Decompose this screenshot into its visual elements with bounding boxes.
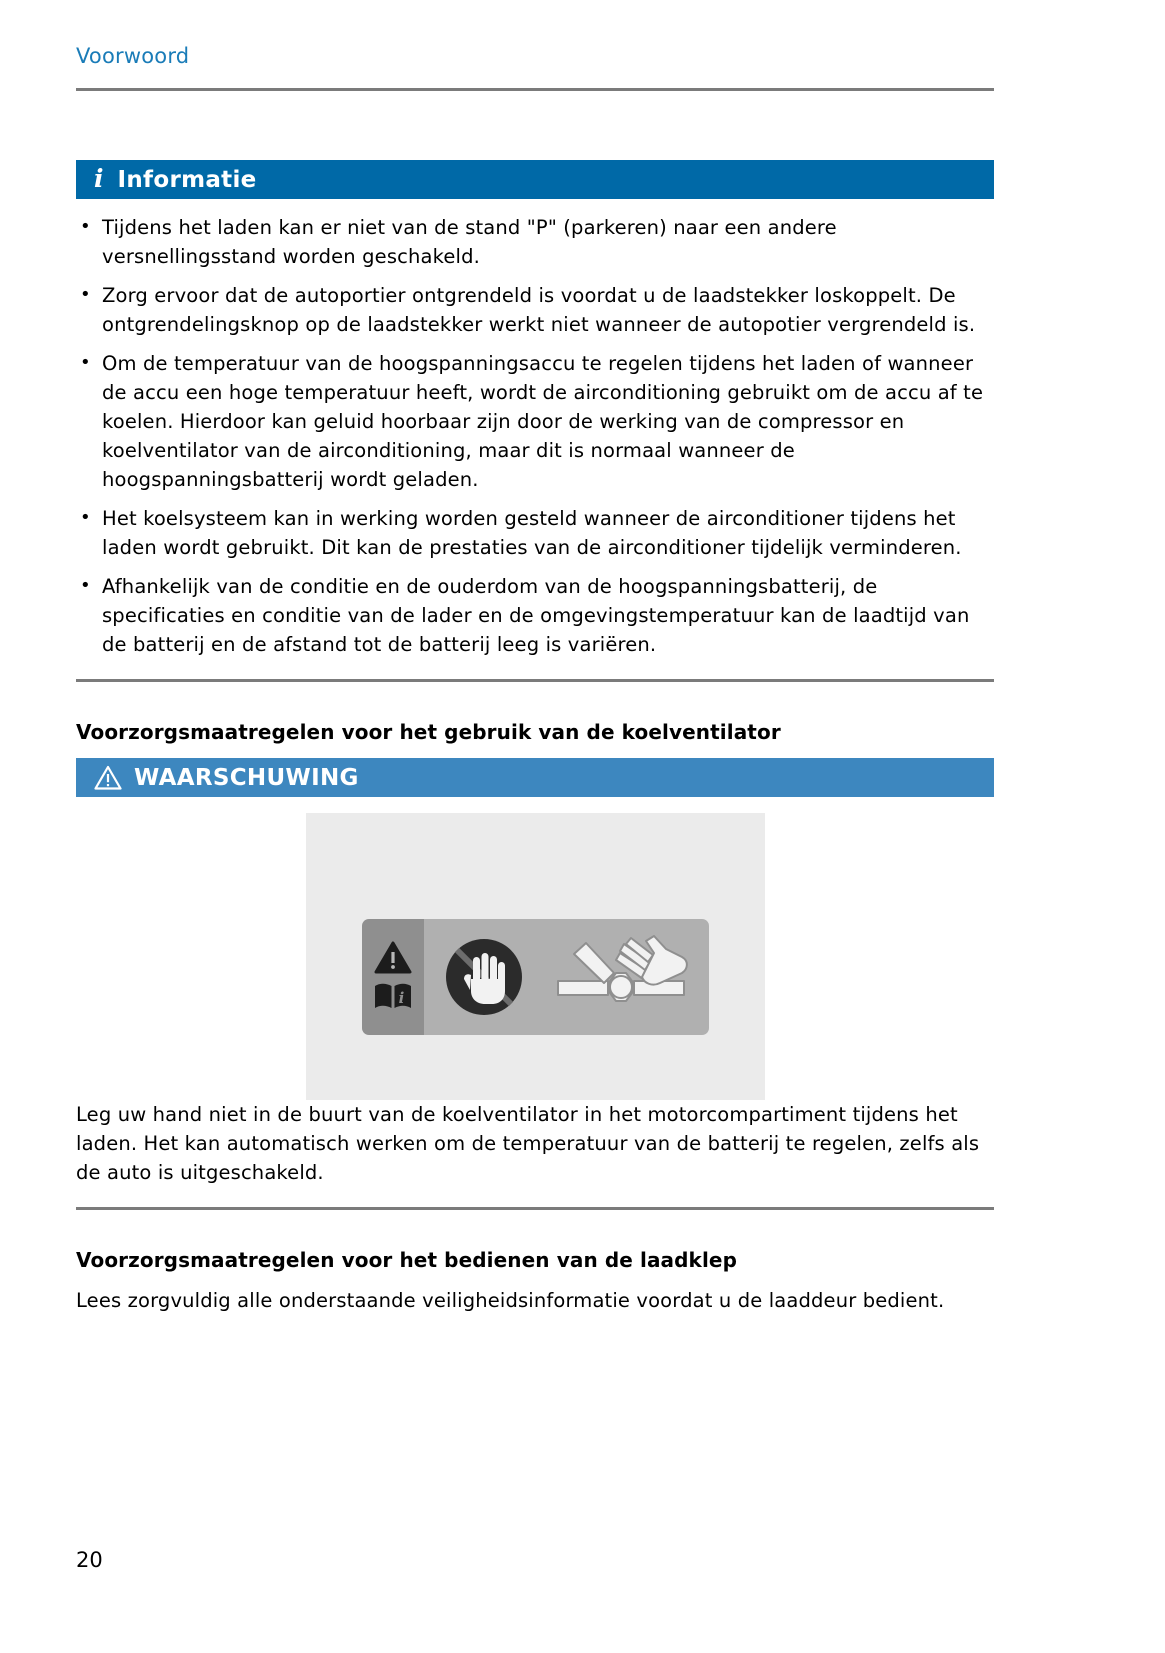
section-heading-fan: Voorzorgsmaatregelen voor het gebruik van de koelventilator xyxy=(76,720,781,744)
warning-figure xyxy=(76,813,994,1100)
figure-frame xyxy=(306,813,765,1100)
no-hand-prohibition-icon xyxy=(440,933,528,1021)
info-box-bottom-rule xyxy=(76,679,994,682)
list-item: • Zorg ervoor dat de autoportier ontgrendeld is voordat u de laadstekker loskoppelt. De ontgrendelingsknop op de laadstekker werkt niet wanneer de autopotier vergrendeld is. xyxy=(76,281,994,339)
list-item: • Tijdens het laden kan er niet van de stand "P" (parkeren) naar een andere versnellingsstand worden geschakeld. xyxy=(76,213,994,271)
page-number: 20 xyxy=(76,1548,103,1572)
warning-triangle-icon xyxy=(373,941,413,975)
list-item: • Afhankelijk van de conditie en de ouderdom van de hoogspanningsbatterij, de specificaties en conditie van de lader en de omgevingstemperatuur kan de laadtijd van de batterij en de afstand tot de batterij leeg is variëren. xyxy=(76,572,994,659)
info-banner-title: Informatie xyxy=(117,166,257,193)
warning-text: Leg uw hand niet in de buurt van de koelventilator in het motorcompartiment tijdens het laden. Het kan automatisch werken om de temperatuur van de batterij te regelen, zelfs als de auto is uitgeschakeld. xyxy=(76,1103,980,1184)
page-content xyxy=(76,160,994,1315)
warning-banner xyxy=(76,758,994,797)
info-bullet-list xyxy=(76,213,994,659)
open-book-manual-icon xyxy=(372,980,414,1012)
running-head: Voorwoord xyxy=(76,44,190,68)
info-banner xyxy=(76,160,994,199)
fan-hand-pinch-hazard-icon xyxy=(542,933,692,1021)
warning-box-bottom-rule xyxy=(76,1207,994,1210)
plate-right-panel xyxy=(424,919,709,1035)
warning-banner-title: WAARSCHUWING xyxy=(134,764,359,791)
list-item: • Om de temperatuur van de hoogspanningsaccu te regelen tijdens het laden of wanneer de accu een hoge temperatuur heeft, wordt de airconditioning gebruikt om de accu af te koelen. Hierdoor kan geluid hoorbaar zijn door de werking van de compressor en koelventilator van de airconditioning, maar dit is normaal wanneer de hoogspanningsbatterij wordt geladen. xyxy=(76,349,994,494)
section-flap-text: Lees zorgvuldig alle onderstaande veiligheidsinformatie voordat u de laaddeur bedient. xyxy=(76,1289,945,1312)
svg-text:i: i xyxy=(398,989,404,1007)
warning-label-plate xyxy=(362,919,709,1035)
section-heading-flap: Voorzorgsmaatregelen voor het bedienen van de laadklep xyxy=(76,1248,737,1272)
info-italic-i-icon: i xyxy=(94,164,104,193)
list-item: • Het koelsysteem kan in werking worden gesteld wanneer de airconditioner tijdens het laden wordt gebruikt. Dit kan de prestaties van de airconditioner tijdelijk verminderen. xyxy=(76,504,994,562)
plate-left-panel xyxy=(362,919,424,1035)
warning-triangle-icon xyxy=(94,765,122,790)
header-divider xyxy=(76,88,994,91)
